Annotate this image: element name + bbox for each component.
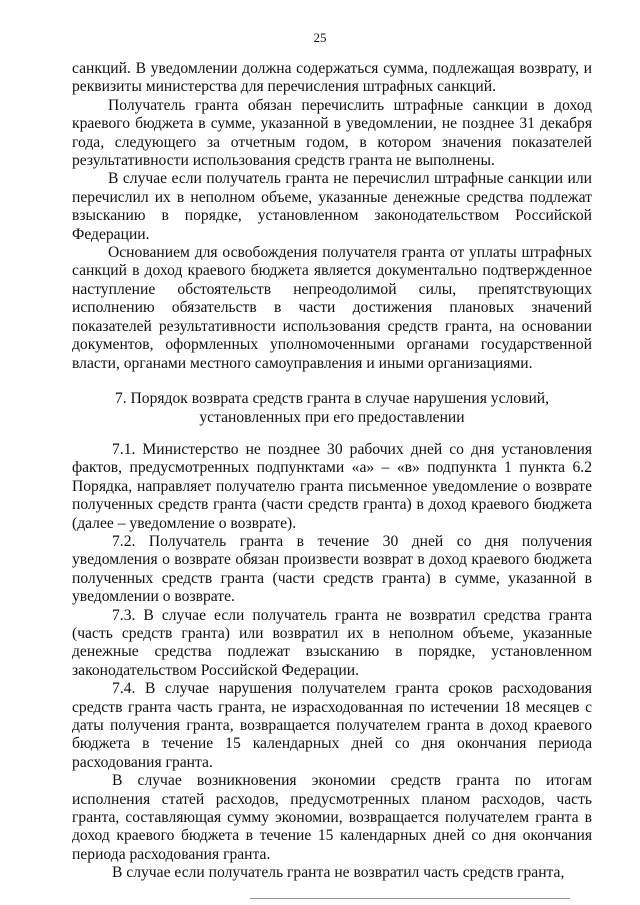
paragraph: 7.1. Министерство не позднее 30 рабочих дней со дня установления фактов, предусмотренных подпунктами «а» – «в» подпункта 1 пункта 6.2 Порядка, направляет получателю гранта письменное уведомление о возврате полученных средств гранта (части средств гранта) в доход краевого бюджета (далее – уведомление о возврате). [72,440,592,532]
paragraph: В случае если получатель гранта не перечислил штрафные санкции или перечислил их в неполном объеме, указанные денежные средства подлежат взысканию в порядке, установленном законодательством Российской Федерации. [72,170,592,243]
page-bottom-line [250,898,570,899]
paragraph: Основанием для освобождения получателя гранта от уплаты штрафных санкций в доход краевого бюджета является документально подтвержденное наступление обстоятельств непреодолимой силы, препятствующих исполнению обязательств в части достижения плановых значений показателей результативности использования средств гранта, на основании документов, оформленных уполномоченными органами государственной власти, органами местного самоуправления и иными организациями. [72,244,592,372]
section-heading [72,389,592,427]
paragraph: 7.2. Получатель гранта в течение 30 дней со дня получения уведомления о возврате обязан произвести возврат в доход краевого бюджета полученных средств гранта (части средств гранта) в сумме, указанной в уведомлении о возврате. [72,532,592,606]
section-heading-line: установленных при его предоставлении [199,408,465,426]
page-number: 25 [313,30,327,45]
paragraph: В случае если получатель гранта не возвратил часть средств гранта, [112,864,565,882]
paragraph: В случае возникновения экономии средств гранта по итогам исполнения статей расходов, предусмотренных планом расходов, часть гранта, составляющая сумму экономии, возвращается получателем гранта в доход краевого бюджета в течение 15 календарных дней со дня окончания периода расходования гранта. [72,772,592,863]
section-heading-line: 7. Порядок возврата средств гранта в случае нарушения условий, [114,389,550,407]
document-body [72,60,592,883]
paragraph: санкций. В уведомлении должна содержаться сумма, подлежащая возврату, и реквизиты министерства для перечисления штрафных санкций. [72,60,592,96]
paragraph: 7.4. В случае нарушения получателем гранта сроков расходования средств гранта часть гранта, не израсходованная по истечении 18 месяцев с даты получения гранта, возвращается получателем гранта в доход краевого бюджета в течение 15 календарных дней со дня окончания периода расходования гранта. [72,680,592,771]
paragraph: 7.3. В случае если получатель гранта не возвратил средства гранта (часть средств гранта) или возвратил их в неполном объеме, указанные денежные средства подлежат взысканию в порядке, установленном законодательством Российской Федерации. [72,606,592,679]
paragraph: Получатель гранта обязан перечислить штрафные санкции в доход краевого бюджета в сумме, указанной в уведомлении, не позднее 31 декабря года, следующего за отчетным годом, в котором значения показателей результативности использования средств гранта не выполнены. [72,96,592,170]
